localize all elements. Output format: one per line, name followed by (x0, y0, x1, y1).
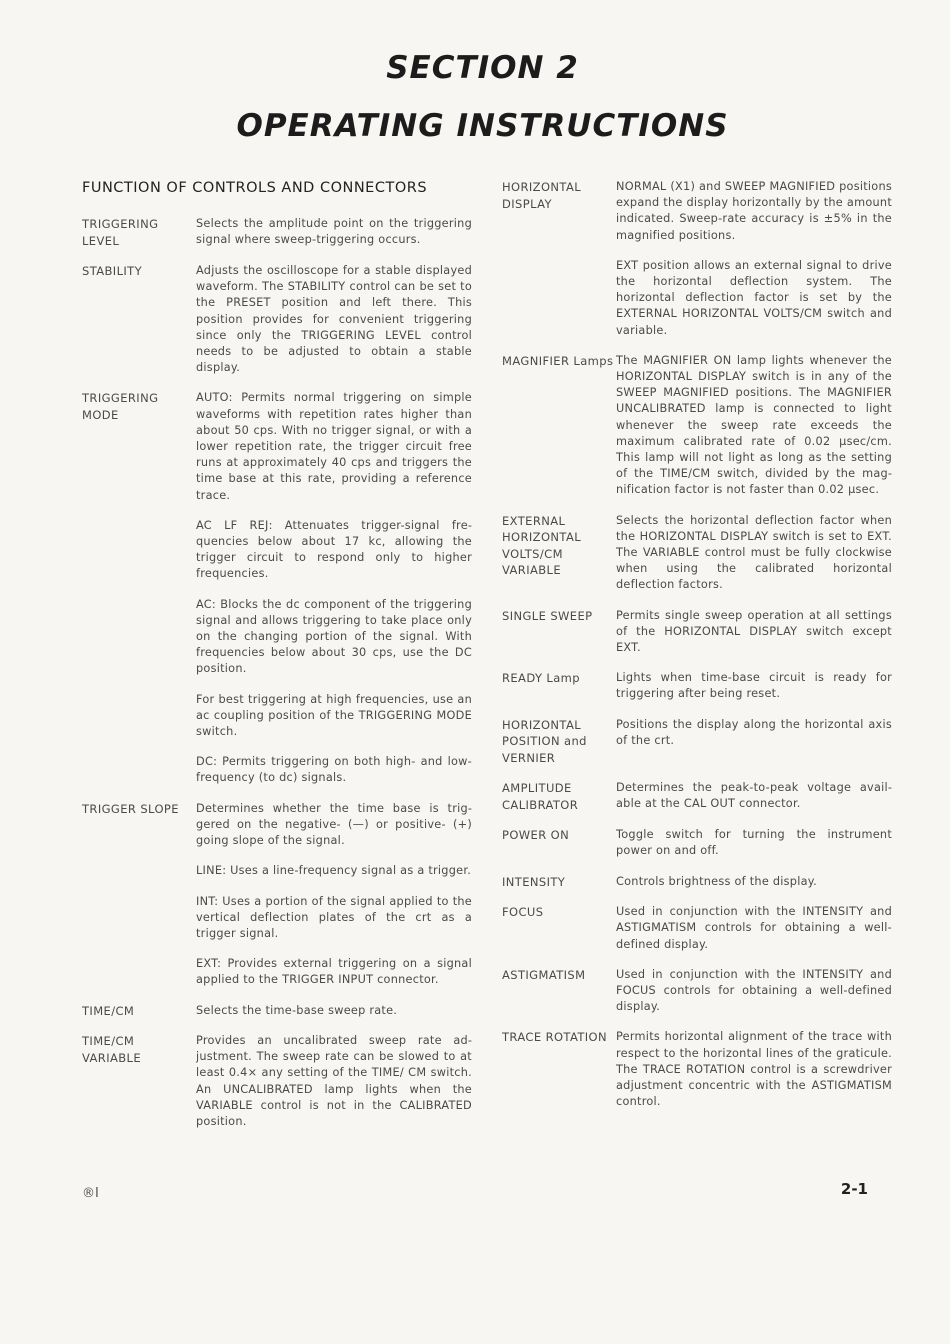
control-entry (502, 780, 892, 813)
control-description (196, 1003, 472, 1020)
control-description (616, 967, 892, 1016)
control-name: POWER ON (502, 828, 570, 843)
control-description (196, 216, 472, 249)
control-description (616, 608, 892, 657)
control-description (616, 179, 892, 339)
control-entry (502, 874, 892, 891)
description-paragraph: Selects the horizontal deflection factor when the HORIZONTAL DISPLAY switch is set to EXT. The VARIABLE control must be fully clockwise when using the calibrated horizontal deflection factors. (616, 513, 892, 592)
right-column (502, 179, 892, 1124)
description-paragraph: Used in conjunction with the INTENSITY and FOCUS controls for obtaining a well-defined display. (616, 967, 892, 1014)
description-paragraph: AC LF REJ: Attenuates trigger-signal frequencies below about 17 kc, allowing the trigger circuit to respond only to higher frequencies. (196, 518, 472, 581)
description-paragraph: Controls brightness of the display. (616, 874, 817, 888)
left-column (82, 216, 472, 1144)
control-description (616, 874, 892, 891)
page-number: 2-1 (840, 1180, 868, 1198)
control-entry (502, 608, 892, 657)
control-description (616, 904, 892, 953)
control-name: ASTIGMATISM (502, 967, 586, 982)
description-paragraph: EXT position allows an external signal to drive the horizontal deflection system. The horizontal deflection factor is set by the EXTERNAL HORIZONTAL VOLTS/CM switch and variable. (616, 258, 892, 337)
description-paragraph: Used in conjunction with the INTENSITY and ASTIGMATISM controls for obtaining a well-defined display. (616, 905, 892, 951)
control-entry (82, 801, 472, 989)
control-entry (82, 1033, 472, 1130)
description-paragraph: Permits horizontal alignment of the trace with respect to the horizontal lines of the graticule. The TRACE ROTATION control is a screwdriver adjustment concentric with the ASTIGMATISM control. (616, 1030, 892, 1109)
publisher-mark: ®I (82, 1186, 99, 1201)
description-paragraph: LINE: Uses a line-frequency signal as a trigger. (196, 864, 472, 878)
description-paragraph: INT: Uses a portion of the signal applied to the vertical deflection plates of the crt as a trigger signal. (196, 894, 472, 940)
control-name: TRIGGER SLOPE (82, 801, 179, 816)
control-name: STABILITY (82, 264, 143, 278)
page-title: OPERATING INSTRUCTIONS (236, 108, 729, 144)
description-paragraph: Lights when time-base circuit is ready for triggering after being reset. (616, 671, 892, 701)
control-entry (502, 717, 892, 767)
control-description (616, 1029, 892, 1110)
description-paragraph: AC: Blocks the dc component of the triggering signal and allows triggering to take place only on the changing portion of the signal. With frequencies below about 30 cps, use the DC position. (196, 597, 472, 676)
control-description (616, 513, 892, 594)
control-entry (82, 1003, 472, 1020)
description-paragraph: Selects the amplitude point on the triggering signal where sweep-triggering occurs. (196, 217, 472, 247)
control-name: TRACE ROTATION (502, 1030, 607, 1045)
control-entry (82, 216, 472, 249)
control-description (196, 1033, 472, 1130)
description-paragraph: AUTO: Permits normal triggering on simple waveforms with repetition rates higher than about 50 cps. With no trigger signal, or with a lower repetition rate, the trigger circuit free runs at approximately 40 cps and triggers the time base at this rate, providing a reference trace. (196, 391, 472, 502)
description-paragraph: DC: Permits triggering on both high- and low-frequency (to dc) signals. (196, 755, 472, 785)
description-paragraph: Determines whether the time base is triggered on the negative- (—) or positive- (+) going slope of the signal. (196, 801, 472, 848)
description-paragraph: NORMAL (X1) and SWEEP MAGNIFIED positions expand the display horizontally by the amount indicated. Sweep-rate accuracy is ±5% in the magnified positions. (616, 180, 892, 242)
control-description (616, 670, 892, 702)
control-description (616, 353, 892, 499)
control-entry (502, 670, 892, 702)
control-name: TIME/CM VARIABLE (82, 1034, 142, 1065)
control-entry (82, 390, 472, 786)
control-name: SINGLE SWEEP (502, 608, 593, 623)
control-name: TIME/CM (82, 1003, 135, 1018)
control-description (616, 717, 892, 767)
control-name: TRIGGERING MODE (82, 391, 159, 422)
control-entry (502, 967, 892, 1016)
control-name: HORIZONTAL POSITION and VERNIER (502, 717, 587, 765)
control-entry (502, 513, 892, 594)
control-name: AMPLITUDE CALIBRATOR (502, 781, 579, 812)
section-heading: FUNCTION OF CONTROLS AND CONNECTORS (82, 180, 428, 196)
control-name: FOCUS (502, 905, 544, 920)
control-description (196, 801, 472, 989)
description-paragraph: EXT: Provides external triggering on a signal applied to the TRIGGER INPUT connector. (196, 957, 472, 987)
description-paragraph: Provides an uncalibrated sweep rate adjustment. The sweep rate can be slowed to at least 0.4× any setting of the TIME/ CM switch. An UNCALIBRATED lamp lights when the VARIABLE control is not in the CALIBRATED position. (196, 1034, 472, 1129)
control-description (616, 780, 892, 813)
control-name: INTENSITY (502, 874, 566, 889)
control-name: TRIGGERING LEVEL (82, 217, 159, 248)
control-name: READY Lamp (502, 671, 580, 686)
description-paragraph: Selects the time-base sweep rate. (196, 1003, 398, 1017)
control-entry (502, 179, 892, 339)
control-name: EXTERNAL HORIZONTAL VOLTS/CM VARIABLE (502, 513, 582, 578)
control-description (196, 263, 472, 376)
control-name: MAGNIFIER Lamps (502, 353, 614, 368)
description-paragraph: The MAGNIFIER ON lamp lights whenever the HORIZONTAL DISPLAY switch is in any of the SWEEP MAGNIFIED positions. The MAGNIFIER UNCALIBRATED lamp is connected to light whenever the sweep rate exceeds the maximum calibrated rate of 0.02 µsec/cm. This lamp will not light as long as the setting of the TIME/CM switch, divided by the magnification factor is not faster than 0.02 µsec. (616, 353, 892, 497)
section-number: SECTION 2 (386, 50, 579, 86)
control-entry (502, 1029, 892, 1110)
description-paragraph: Determines the peak-to-peak voltage available at the CAL OUT connector. (616, 781, 892, 811)
description-paragraph: Positions the display along the horizontal axis of the crt. (616, 717, 892, 747)
description-paragraph: For best triggering at high frequencies, use an ac coupling position of the TRIGGERING MODE switch. (196, 692, 472, 739)
control-entry (502, 827, 892, 859)
description-paragraph: Toggle switch for turning the instrument power on and off. (616, 828, 892, 858)
control-entry (502, 904, 892, 953)
control-name: HORIZONTAL DISPLAY (502, 180, 582, 211)
control-description (196, 390, 472, 786)
description-paragraph: Permits single sweep operation at all settings of the HORIZONTAL DISPLAY switch except EXT. (616, 608, 892, 655)
control-description (616, 827, 892, 859)
control-entry (502, 353, 892, 499)
control-entry (82, 263, 472, 376)
description-paragraph: Adjusts the oscilloscope for a stable displayed waveform. The STABILITY control can be set to the PRESET position and left there. This position provides for convenient triggering since only the TRIGGERING LEVEL control needs to be adjusted to obtain a stable display. (196, 264, 472, 375)
